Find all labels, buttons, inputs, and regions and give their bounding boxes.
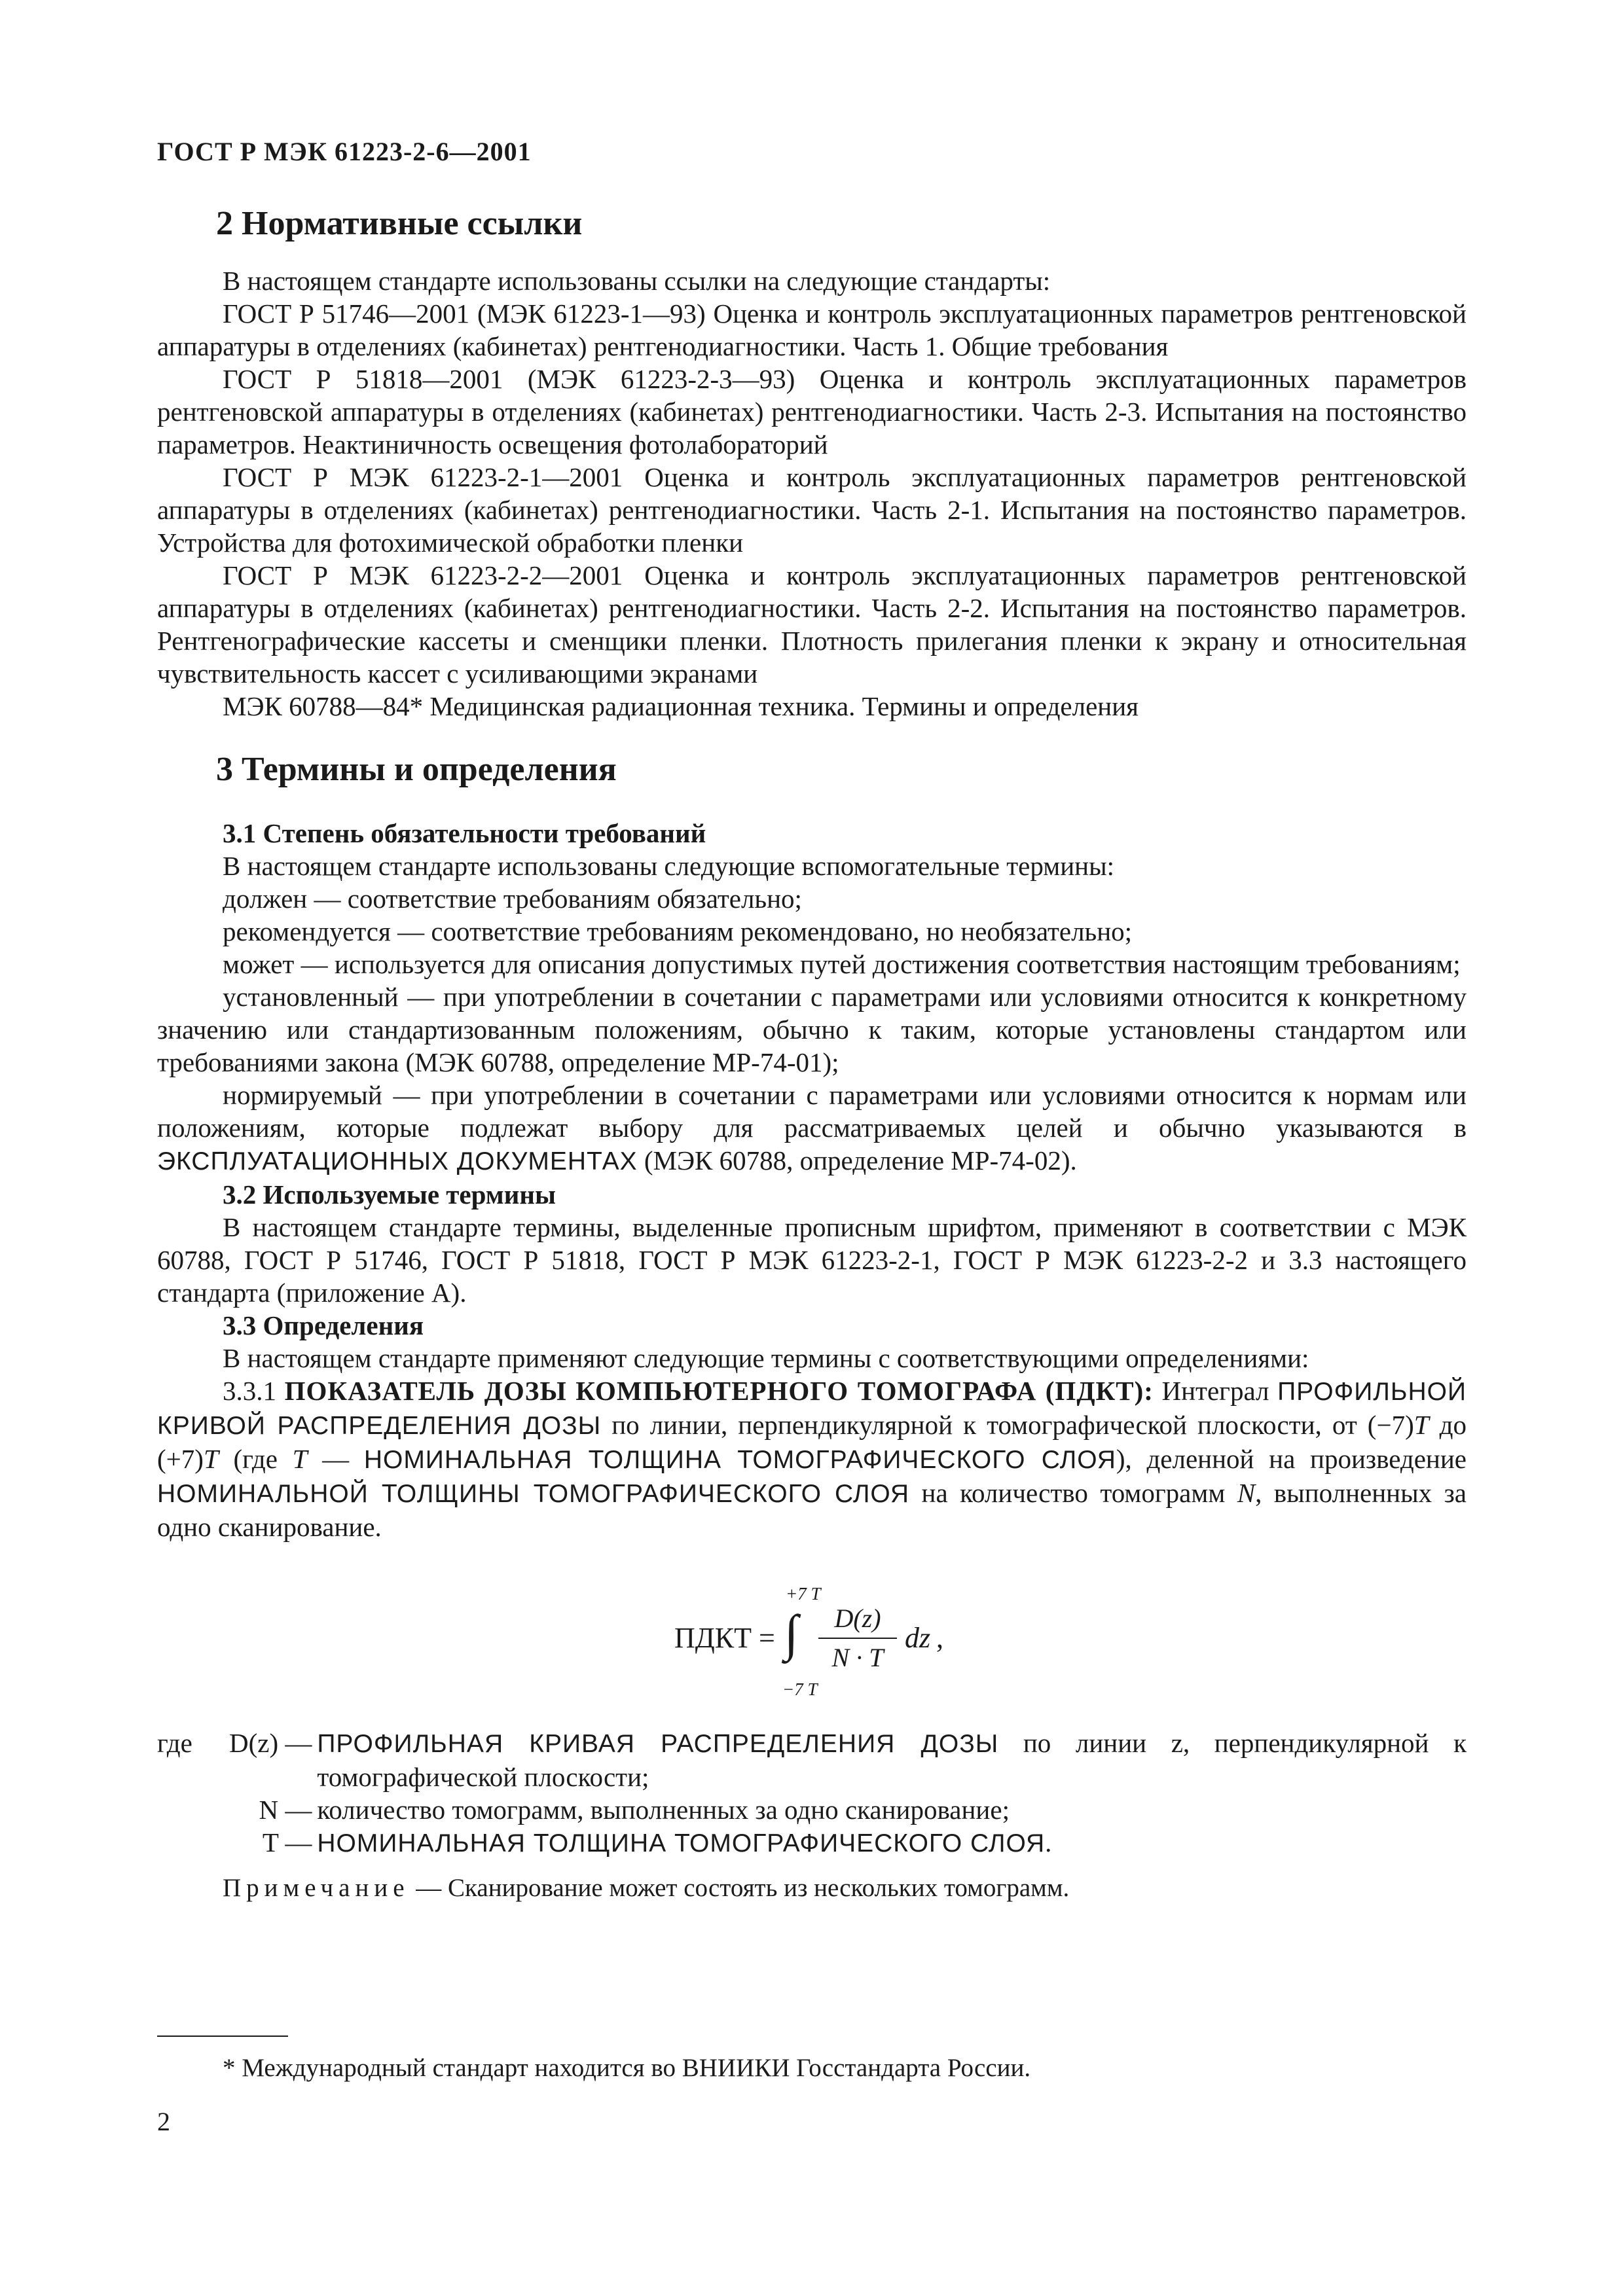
text: (где [218,1444,293,1474]
term-item: может — используется для описания допустимых путей достижения соответствия настоящим требованиям; [223,949,1461,979]
reference-item: ГОСТ Р 51818—2001 (МЭК 61223-2-3—93) Оценка и контроль эксплуатационных параметров рентгеновской аппаратуры в отделениях (кабинетах) рентгенодиагностики. Часть 2-3. Испытания на постоянство параметров. Неактиничность освещения фотолабораторий [157,364,1467,459]
text: (МЭК 60788, определение МР-74-02). [637,1145,1077,1175]
symbol-t: T [292,1444,308,1474]
formula-comma: , [936,1622,943,1654]
variable-definitions [157,1727,1467,1860]
integral-upper-limit: +7 T [786,1584,821,1604]
subsection-3-3-title: 3.3 Определения [223,1310,424,1340]
paragraph: В настоящем стандарте использованы следующие вспомогательные термины: [223,851,1115,881]
section-2-title: 2 Нормативные ссылки [216,205,583,242]
variable-symbol: T — [262,1827,312,1857]
variable-symbol: D(z) — [229,1728,312,1758]
reference-item: ГОСТ Р 51746—2001 (МЭК 61223-1—93) Оценка и контроль эксплуатационных параметров рентгеновской аппаратуры в отделениях (кабинетах) рентгенодиагностики. Часть 1. Общие требования [157,298,1467,361]
footnote-divider [157,2036,288,2037]
term-item: рекомендуется — соответствие требованиям рекомендовано, но необязательно; [223,916,1133,946]
caps-term: НОМИНАЛЬНАЯ ТОЛЩИНА ТОМОГРАФИЧЕСКОГО СЛОЯ [317,1829,1046,1857]
text: . [1045,1827,1052,1857]
term-item [157,1079,1467,1178]
document-header: ГОСТ Р МЭК 61223-2-6—2001 [157,137,532,166]
symbol-t: T [1413,1410,1429,1440]
section-2-body [157,264,1467,723]
text: , выполненных за одно сканирование. [157,1478,1467,1542]
clause-number: 3.3.1 [223,1376,285,1406]
footnote: * Международный стандарт находится во ВНИИКИ Госстандарта России. [223,2054,1031,2082]
term-item: установленный — при употреблении в сочетании с параметрами или условиями относится к конкретному значению или стандартизованным положениям, обычно к таким, которые установлены стандартом или требованиями закона (МЭК 60788, определение МР-74-01); [157,982,1467,1077]
text: по линии, перпендикулярной к томографической плоскости, от (−7) [601,1410,1414,1440]
paragraph: В настоящем стандарте использованы ссылки на следующие стандарты: [223,266,1051,296]
differential: dz [905,1622,931,1654]
note [157,1872,1467,1905]
fraction-bar [818,1638,897,1639]
variable-definition [317,1826,1467,1860]
text: нормируемый — при употреблении в сочетании с параметрами или условиями относится к нормам или положениям, которые подлежат выбору для рассматриваемых целей и обычно указываются в [157,1080,1467,1143]
reference-item: ГОСТ Р МЭК 61223-2-2—2001 Оценка и контроль эксплуатационных параметров рентгеновской аппаратуры в отделениях (кабинетах) рентгенодиагностики. Часть 2-2. Испытания на постоянство параметров. Рентгенографические кассеты и сменщики пленки. Плотность прилегания пленки к экрану и относительная чувствительность кассет с усиливающими экранами [157,560,1467,689]
integral-lower-limit: −7 T [782,1679,818,1699]
symbol-n: N [1237,1478,1256,1508]
reference-item: ГОСТ Р МЭК 61223-2-1—2001 Оценка и контроль эксплуатационных параметров рентгеновской аппаратуры в отделениях (кабинетах) рентгенодиагностики. Часть 2-1. Испытания на постоянство параметров. Устройства для фотохимической обработки пленки [157,462,1467,558]
page-number: 2 [157,2107,170,2136]
text: на количество томограмм [909,1478,1237,1508]
formula [157,1570,1467,1707]
page-content [157,203,1467,1905]
note-label: Примечание [223,1874,410,1902]
caps-term: НОМИНАЛЬНАЯ ТОЛЩИНА ТОМОГРАФИЧЕСКОГО СЛОЯ [363,1446,1116,1474]
integral-sign: ∫ [784,1604,799,1661]
caps-term: ПРОФИЛЬНОЙ КРИВОЙ РАСПРЕДЕЛЕНИЯ ДОЗЫ [157,1378,1467,1440]
variable-definition: количество томограмм, выполненных за одно сканирование; [317,1795,1010,1825]
reference-item: МЭК 60788—84* Медицинская радиационная техника. Термины и определения [223,691,1139,721]
formula-lhs: ПДКТ = [674,1622,775,1654]
text: до (+7) [157,1410,1467,1474]
text: — [307,1444,364,1474]
paragraph: В настоящем стандарте применяют следующие термины с соответствующими определениями: [223,1343,1309,1373]
text: ), деленной на произведение [1116,1444,1467,1474]
text: Интеграл [1153,1376,1278,1406]
where-prefix: где [157,1728,192,1758]
caps-term: НОМИНАЛЬНОЙ ТОЛЩИНЫ ТОМОГРАФИЧЕСКОГО СЛОЯ [157,1480,910,1508]
definition-3-3-1 [157,1374,1467,1543]
note-text: — Сканирование может состоять из нескольких томограмм. [409,1874,1070,1902]
paragraph: В настоящем стандарте термины, выделенные прописным шрифтом, применяют в соответствии с МЭК 60788, ГОСТ Р 51746, ГОСТ Р 51818, ГОСТ Р МЭК 61223-2-1, ГОСТ Р МЭК 61223-2-2 и 3.3 настоящего стандарта (приложение А). [157,1212,1467,1308]
defined-term: ПОКАЗАТЕЛЬ ДОЗЫ КОМПЬЮТЕРНОГО ТОМОГРАФА (ПДКТ): [284,1376,1154,1406]
section-3-title: 3 Термины и определения [216,751,617,788]
caps-term: ЭКСПЛУАТАЦИОННЫХ ДОКУМЕНТАХ [157,1147,638,1175]
text: по линии z, перпендикулярной к томографической плоскости; [317,1728,1467,1792]
subsection-3-1-title: 3.1 Степень обязательности требований [223,818,706,848]
caps-term: ПРОФИЛЬНАЯ КРИВАЯ РАСПРЕДЕЛЕНИЯ ДОЗЫ [317,1730,999,1758]
variable-symbol: N — [259,1795,312,1825]
subsection-3-2-title: 3.2 Используемые термины [223,1179,556,1210]
symbol-t: T [203,1444,219,1474]
term-item: должен — соответствие требованиям обязательно; [223,884,802,914]
variable-definition [317,1727,1467,1793]
fraction-numerator: D(z) [834,1604,881,1633]
fraction-denominator: N · T [831,1643,884,1672]
